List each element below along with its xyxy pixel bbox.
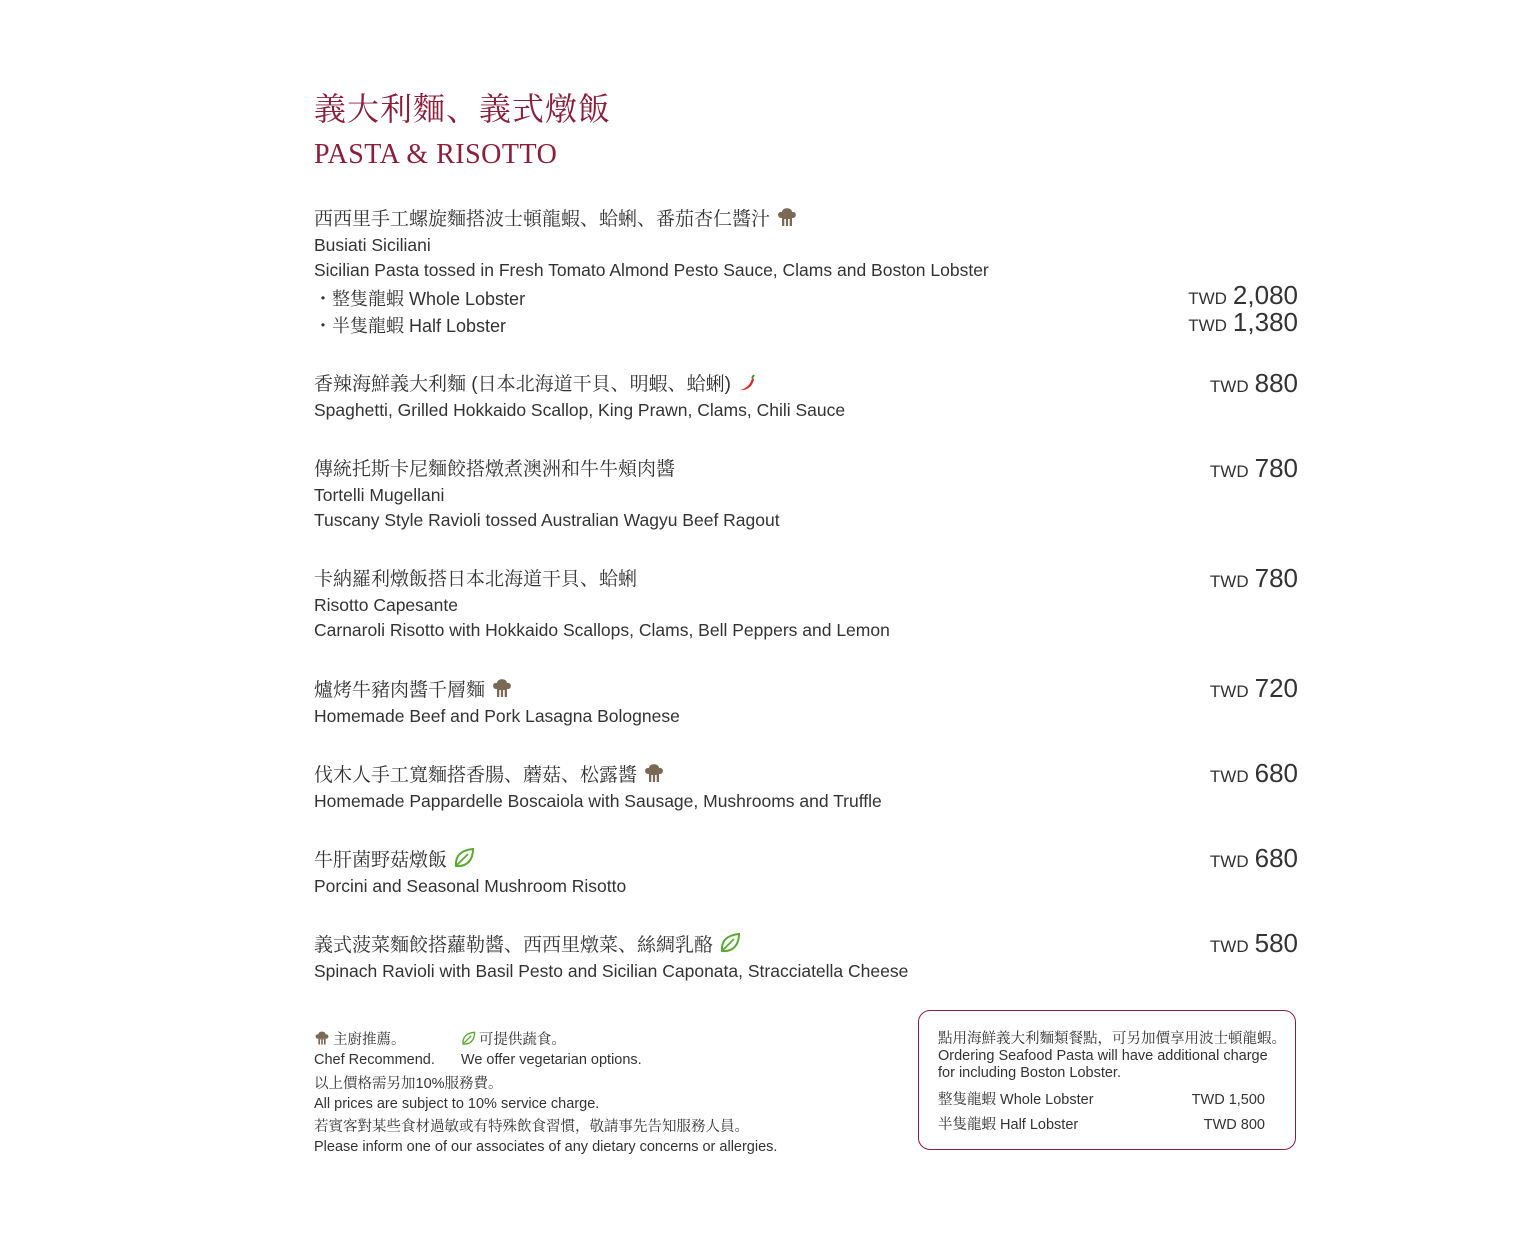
allergy-note-en: Please inform one of our associates of any dietary concerns or allergies. [314,1139,778,1155]
item-name-en: Homemade Pappardelle Boscaiola with Sausage, Mushrooms and Truffle [314,791,882,811]
addon-note-en: for including Boston Lobster. [938,1065,1121,1081]
chili-icon [737,373,757,393]
section-title-en: PASTA & RISOTTO [314,139,558,170]
item-description: Carnaroli Risotto with Hokkaido Scallops, Clams, Bell Peppers and Lemon [314,620,890,640]
item-name-en: Risotto Capesante [314,595,458,615]
item-name-zh: 卡納羅利燉飯搭日本北海道干貝、蛤蜊 [314,569,638,590]
leaf-icon [461,1031,476,1046]
price: TWD 880 [1209,368,1298,398]
item-name-en: Spinach Ravioli with Basil Pesto and Sicilian Caponata, Stracciatella Cheese [314,961,909,981]
service-note-zh: 以上價格需另加10%服務費。 [314,1076,503,1092]
chef-note-zh: 主廚推薦。 [333,1032,406,1048]
price: TWD 780 [1209,563,1298,593]
addon-price: TWD 1,500 [1191,1092,1265,1108]
item-name-zh: 伐木人手工寬麵搭香腸、蘑菇、松露醬 [314,765,638,786]
price: TWD 2,080 [1188,280,1298,310]
section-title-zh: 義大利麵、義式燉飯 [314,90,612,128]
veg-note-en: We offer vegetarian options. [460,1052,642,1068]
item-name-en: Busiati Siciliani [314,235,431,255]
chef-hat-icon [643,762,665,784]
item-name-zh: 傳統托斯卡尼麵餃搭燉煮澳洲和牛牛頰肉醬 [314,459,676,480]
addon-price: TWD 800 [1203,1117,1265,1133]
menu-item-pappardelle [314,758,1298,814]
leaf-icon [719,932,741,954]
variant-label: ・半隻龍蝦 Half Lobster [314,316,507,336]
addon-option [938,1088,1275,1113]
price: TWD 580 [1209,928,1298,958]
item-name-zh: 西西里手工螺旋麵搭波士頓龍蝦、蛤蜊、番茄杏仁醬汁 [314,209,771,230]
veg-note-zh: 可提供蔬食。 [478,1032,566,1048]
item-name-en: Spaghetti, Grilled Hokkaido Scallop, King Prawn, Clams, Chili Sauce [314,400,846,420]
chef-hat-icon [491,677,513,699]
price: TWD 720 [1209,673,1298,703]
menu-section [314,88,1298,981]
variant-row [314,307,1298,340]
menu-item-lasagna [314,673,1298,729]
icon-legend [314,1030,777,1070]
addon-option [938,1113,1275,1138]
chef-hat-icon [314,1030,330,1046]
addon-label: 整隻龍蝦 Whole Lobster [938,1092,1094,1108]
menu-item-tortelli [314,453,1298,533]
price: TWD 680 [1209,758,1298,788]
item-name-zh: 香辣海鮮義大利麵 (日本北海道干貝、明蝦、蛤蜊) [314,374,731,395]
item-description: Sicilian Pasta tossed in Fresh Tomato Almond Pesto Sauce, Clams and Boston Lobster [314,260,989,280]
menu-item-spinach-ravioli [314,928,1298,984]
menu-item-porcini-risotto [314,843,1298,899]
menu-item-busiati [314,206,1298,340]
item-name-en: Porcini and Seasonal Mushroom Risotto [314,876,627,896]
menu-item-risotto-capesante [314,563,1298,643]
lobster-addon-box [918,1010,1296,1150]
addon-note-en: Ordering Seafood Pasta will have additional charge [938,1048,1268,1064]
item-name-zh: 牛肝菌野菇燉飯 [314,850,448,871]
variant-label: ・整隻龍蝦 Whole Lobster [314,289,526,309]
addon-note-zh: 點用海鮮義大利麵類餐點，可另加價享用波士頓龍蝦。 [938,1031,1286,1047]
price: TWD 680 [1209,843,1298,873]
price: TWD 1,380 [1188,307,1298,337]
item-name-zh: 義式菠菜麵餃搭蘿勒醬、西西里燉菜、絲綢乳酪 [314,935,714,956]
variant-row [314,280,1298,313]
footnotes [314,1030,777,1157]
menu-item-spaghetti [314,368,1298,423]
service-note-en: All prices are subject to 10% service charge. [314,1096,600,1112]
item-name-en: Homemade Beef and Pork Lasagna Bolognese [314,706,680,726]
chef-note-en: Chef Recommend. [314,1052,435,1068]
item-name-zh: 爐烤牛豬肉醬千層麵 [314,680,486,701]
leaf-icon [453,847,475,869]
price: TWD 780 [1209,453,1298,483]
item-name-en: Tortelli Mugellani [314,485,445,505]
chef-hat-icon [776,206,798,228]
addon-label: 半隻龍蝦 Half Lobster [938,1117,1079,1133]
item-description: Tuscany Style Ravioli tossed Australian Wagyu Beef Ragout [314,510,780,530]
allergy-note-zh: 若賓客對某些食材過敏或有特殊飲食習慣，敬請事先告知服務人員。 [314,1119,749,1135]
